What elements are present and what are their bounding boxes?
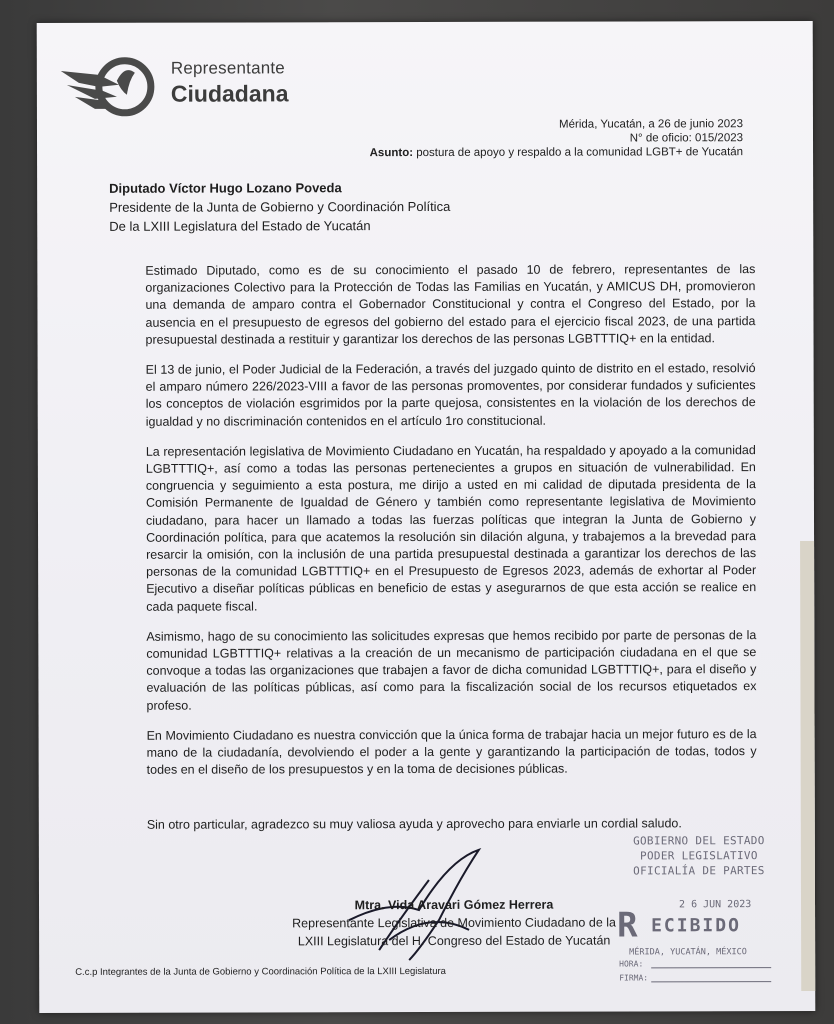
stamp-big-letter: R bbox=[617, 905, 639, 946]
addressee-block bbox=[109, 178, 450, 236]
stamp-line-3: OFICIALÍA DE PARTES bbox=[633, 864, 765, 878]
letter-body bbox=[145, 261, 756, 792]
stamp-firma: FIRMA: bbox=[619, 973, 649, 983]
stamp-date: 2 6 JUN 2023 bbox=[679, 899, 752, 911]
paper-edge bbox=[800, 541, 815, 991]
paragraph: Estimado Diputado, como es de su conocimiento el pasado 10 de febrero, representantes de las organizaciones Colectivo para la Protección de Todas las Familias en Yucatán, y AMICUS DH, promovieron una demanda de amparo contra el Gobernador Constitucional y contra el Congreso del Estado, por la ausencia en el presupuesto de egresos del gobierno del estado para el ejercicio fiscal 2023, de una partida presupuestal destinada a restituir y garantizar los derechos de las personas LGBTTTIQ+ en la entidad. bbox=[145, 262, 756, 347]
asunto bbox=[370, 145, 743, 160]
paragraph: La representación legislativa de Movimiento Ciudadano en Yucatán, ha respaldado y apoyado a la comunidad LGBTTTIQ+, así como a todas las personas pertenecientes a grupos en situación de vulnerabilidad. En congruencia y seguimiento a esta postura, me dirijo a usted en mi calidad de diputada presidenta de la Comisión Permanente de Igualdad de Género y también como representante legislativa de Movimiento ciudadano, para hacer un llamado a todas las fuerzas políticas que integran la Junta de Gobierno y Coordinación política, para que acatemos la resolución sin dilación alguna, y trabajemos a la brevedad para resarcir la omisión, con la inclusión de una partida presupuestal destinada a garantizar los derechos de las personas de la comunidad LGBTTTIQ+ en el Presupuesto de Egresos 2023, además de exhortar al Poder Ejecutivo a diseñar políticas públicas en beneficio de estas y asegurarnos de que esta acción se realice en cada paquete fiscal. bbox=[145, 442, 757, 614]
closing-line: Sin otro particular, agradezco su muy valiosa ayuda y aprovecho para enviarle un cordial saludo. bbox=[146, 816, 682, 832]
paragraph: El 13 de junio, el Poder Judicial de la Federación, a través del juzgado quinto de distrito en el estado, resolvió el amparo número 226/2023-VIII a favor de las personas promoventes, por considerar fundados y suficientes los conceptos de violación esgrimidos por la parte quejosa, consistentes en la violación de los derechos de igualdad y no discriminación contenidos en el artículo 1ro constitucional. bbox=[145, 361, 756, 429]
signatory-institution: LXIII Legislatura del H. Congreso del Estado de Yucatán bbox=[297, 933, 611, 949]
stamp-firma-line bbox=[651, 981, 771, 982]
brand-line-1: Representante bbox=[170, 58, 285, 78]
eagle-logo-icon bbox=[59, 51, 159, 121]
letter-header bbox=[370, 117, 744, 160]
stamp-hora: HORA: bbox=[619, 959, 644, 969]
stamp-line-2: PODER LEGISLATIVO bbox=[640, 849, 758, 863]
letter-page bbox=[37, 21, 816, 1013]
oficio-number: N° de oficio: 015/2023 bbox=[629, 132, 744, 145]
asunto-label: Asunto: bbox=[369, 147, 414, 160]
asunto-text: postura de apoyo y respaldo a la comunidad LGBT+ de Yucatán bbox=[413, 146, 744, 160]
signatory-title: Representante Legislativa de Movimiento Ciudadano de la bbox=[292, 915, 616, 931]
stamp-line-1: GOBIERNO DEL ESTADO bbox=[633, 834, 765, 848]
received-stamp bbox=[599, 833, 799, 983]
addressee-name: Diputado Víctor Hugo Lozano Poveda bbox=[109, 180, 342, 196]
paragraph: En Movimiento Ciudadano es nuestra convicción que la única forma de trabajar hacia un mejor futuro es de la mano de la ciudadanía, devolviendo el poder a la gente y garantizando la participación de todas, todos y todes en el diseño de los presupuestos y en la toma de decisiones públicas. bbox=[146, 727, 757, 778]
stamp-city: MÉRIDA, YUCATÁN, MÉXICO bbox=[629, 947, 747, 958]
addressee-institution: De la LXIII Legislatura del Estado de Yucatán bbox=[109, 218, 371, 234]
place-date: Mérida, Yucatán, a 26 de junio 2023 bbox=[559, 118, 743, 131]
ccp-line: C.c.p Integrantes de la Junta de Gobierno y Coordinación Política de la LXIII Legislatura bbox=[75, 965, 446, 978]
signature-block bbox=[269, 895, 639, 950]
paragraph: Asimismo, hago de su conocimiento las solicitudes expresas que hemos recibido por parte de personas de la comunidad LGBTTTIQ+ relativas a la creación de un mecanismo de participación ciudadana en el que se convoque a todas las organizaciones que trabajen a favor de dicha comunidad LGBTTTIQ+, para el diseño y evaluación de las políticas públicas, así como para la fiscalización social de los recursos etiquetados ex profeso. bbox=[146, 627, 757, 713]
signatory-name: Mtra. Vida Aravari Gómez Herrera bbox=[354, 897, 554, 913]
addressee-title: Presidente de la Junta de Gobierno y Coordinación Política bbox=[109, 198, 451, 215]
stamp-hora-line bbox=[651, 967, 771, 968]
stamp-word: ECIBIDO bbox=[651, 915, 741, 937]
brand-line-2: Ciudadana bbox=[170, 80, 289, 107]
